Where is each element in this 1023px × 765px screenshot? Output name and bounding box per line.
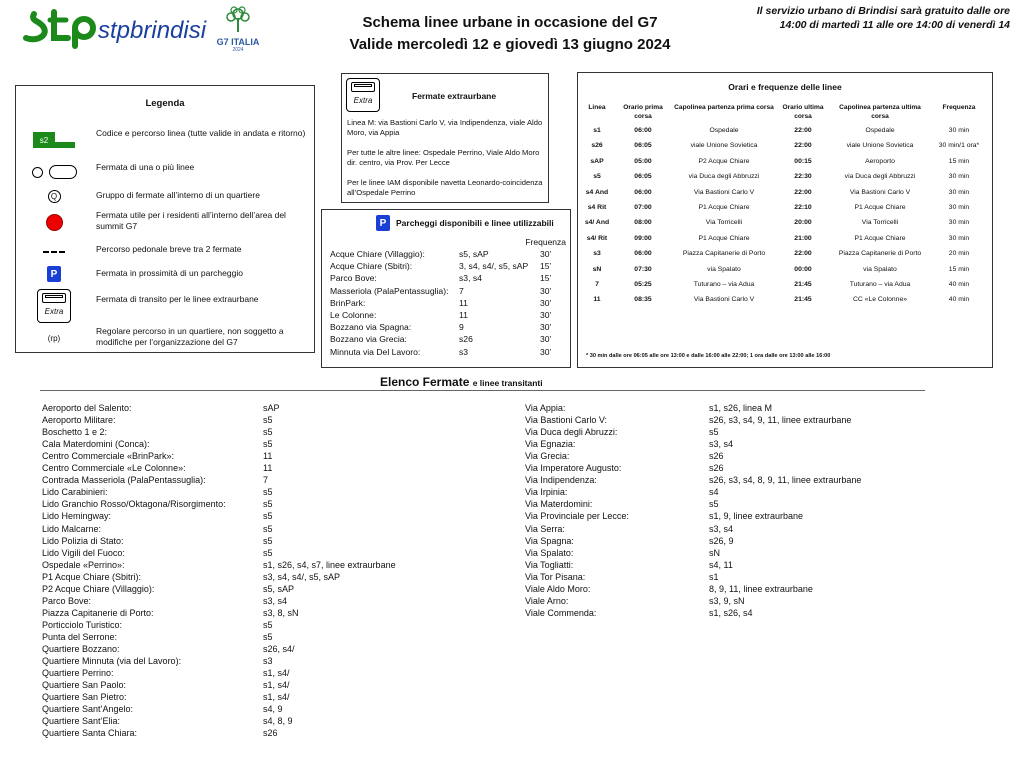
parking-lines: 3, s4, s4/, s5, sAP: [459, 261, 529, 272]
stop-name: Via Tor Pisana:: [525, 571, 586, 582]
legend-text: Fermata di transito per le linee extraurbane: [96, 294, 259, 304]
parking-icon: [24, 262, 84, 286]
stop-name: Via Indipendenza:: [525, 475, 597, 486]
red-dot-icon: [24, 210, 84, 234]
schedule-first-terminal: via Duca degli Abbruzzi: [688, 173, 760, 181]
schedule-last-terminal: P1 Acque Chiare: [854, 204, 906, 211]
schedule-line: 7: [595, 281, 599, 288]
stop-name: Via Spagna:: [525, 535, 574, 546]
schedule-first-terminal: Ospedale: [709, 127, 739, 134]
schedule-first-time: 06:05: [634, 142, 652, 150]
schedule-frequency: 30 min: [948, 219, 970, 227]
stop-name: Quartiere San Paolo:: [42, 680, 127, 691]
schedule-last-time: 00:15: [794, 157, 812, 165]
stop-name: Contrada Masseriola (PalaPentassuglia):: [42, 475, 206, 486]
schedule-last-time: 22:30: [794, 173, 812, 181]
schedule-first-terminal: Via Torricelli: [705, 219, 743, 227]
stop-name: Quartiere Perrino:: [42, 668, 114, 679]
schedule-last-terminal: viale Unione Sovietica: [846, 142, 914, 150]
bus-extra-icon: [346, 78, 380, 112]
schedule-row: [578, 234, 992, 244]
parking-title: Parcheggi disponibili e linee utilizzabili: [396, 218, 554, 228]
schedule-line: s4 Rit: [587, 204, 607, 211]
stop-lines: s5: [263, 439, 273, 450]
schedule-first-time: 06:00: [634, 127, 652, 134]
stop-name: Via Egnazia:: [525, 439, 576, 450]
parking-name: Acque Chiare (Sbitri):: [330, 261, 413, 272]
schedule-line: sN: [592, 265, 602, 273]
stop-lines: s5: [709, 499, 719, 510]
schedule-row: [578, 249, 992, 259]
legend-text: Gruppo di fermate all’interno di un quartiere: [96, 190, 260, 200]
parking-name: BrinPark:: [330, 297, 366, 308]
parking-row: [330, 272, 566, 284]
parking-freq: 30’: [540, 285, 552, 296]
schedule-line: s3: [593, 250, 601, 258]
stop-name: Cala Materdomini (Conca):: [42, 439, 150, 450]
schedule-last-terminal: Ospedale: [865, 127, 895, 134]
stop-lines: s26: [263, 728, 278, 739]
legend-item-route: [16, 128, 314, 152]
schedule-first-time: 06:00: [634, 250, 652, 258]
stop-name: Via Imperatore Augusto:: [525, 463, 622, 474]
schedule-line: 11: [593, 296, 601, 304]
stop-name: Quartiere Bozzano:: [42, 644, 120, 654]
legend-item-extra: [16, 288, 314, 324]
parking-lines: s5, sAP: [459, 249, 489, 259]
schedule-box: [577, 72, 993, 368]
parking-lines: 9: [459, 322, 464, 333]
schedule-title: Orari e frequenze delle linee: [728, 82, 842, 92]
schedule-last-terminal: Via Bastioni Carlo V: [849, 188, 911, 196]
schedule-row: [578, 157, 992, 167]
schedule-row: [578, 280, 992, 290]
schedule-frequency: 30 min: [948, 127, 970, 134]
g7-italia-logo: [212, 6, 264, 53]
stop-name: Via Serra:: [525, 523, 565, 534]
parking-row: [330, 248, 566, 260]
parking-freq: 30’: [540, 310, 552, 320]
schedule-row: [578, 188, 992, 198]
legend-box: [15, 85, 315, 353]
parking-freq: 30’: [540, 322, 552, 333]
schedule-header-last-time: Orario ultima corsa: [782, 104, 824, 120]
schedule-last-terminal: Aeroporto: [865, 157, 895, 165]
schedule-first-terminal: P1 Acque Chiare: [698, 204, 750, 211]
stops-divider: [40, 390, 925, 391]
parking-name: Le Colonne:: [330, 310, 377, 320]
schedule-first-time: 08:35: [634, 296, 652, 304]
stop-name: Viale Aldo Moro:: [525, 583, 591, 594]
stop-name: Lido Carabinieri:: [42, 487, 108, 498]
legend-item-summit: [16, 210, 314, 234]
stop-lines: s1, s4/: [263, 668, 290, 679]
parking-lines: 7: [459, 285, 464, 296]
parking-name: Parco Bove:: [330, 273, 377, 284]
stops-title-sub: e linee transitanti: [472, 378, 543, 388]
schedule-last-time: 22:10: [794, 204, 812, 211]
schedule-last-terminal: via Duca degli Abbruzzi: [844, 173, 916, 181]
schedule-frequency: 30 min/1 ora*: [938, 142, 980, 150]
free-service-notice: [740, 4, 1010, 32]
stop-lines: s5: [263, 415, 273, 426]
schedule-row: [578, 172, 992, 182]
parking-icon: P: [376, 215, 390, 231]
district-q-icon: [24, 184, 84, 208]
schedule-frequency: 20 min: [948, 250, 970, 258]
parking-badge: P: [47, 266, 61, 282]
stop-lines: s5: [263, 427, 273, 438]
stop-lines: s3, s4: [709, 439, 734, 450]
stop-lines: s5: [263, 631, 273, 642]
schedule-last-time: 21:00: [794, 234, 812, 242]
stop-lines: s1, s4/: [263, 680, 290, 691]
notice-line-2: 14:00 di martedì 11 alle ore 14:00 di venerdì 14: [779, 19, 1010, 31]
stop-lines: sN: [709, 547, 720, 558]
schedule-frequency: 15 min: [948, 265, 970, 273]
schedule-header-last-terminal: Capolinea partenza ultima corsa: [839, 104, 921, 120]
g7-logo-year: 2024: [232, 47, 244, 53]
schedule-header-frequency: Frequenza: [942, 104, 976, 111]
stop-name: Via Spalato:: [525, 547, 574, 558]
stop-lines: s4, 8, 9: [263, 716, 293, 727]
stop-name: Lido Vigili del Fuoco:: [42, 547, 125, 558]
schedule-frequency: 30 min: [948, 204, 970, 211]
stop-circle-icon: [24, 160, 84, 184]
schedule-line: s4/ And: [584, 219, 610, 227]
schedule-row: [578, 265, 992, 275]
schedule-row: [578, 203, 992, 213]
schedule-line: s4/ Rit: [586, 234, 608, 242]
extraurban-stops-box: [341, 73, 549, 203]
stop-name: Via Bastioni Carlo V:: [525, 415, 608, 426]
extraurban-other-lines: Per tutte le altre linee: Ospedale Perrino, Viale Aldo Moro dir. centro, via Prov. Per Lecce: [347, 148, 540, 167]
schedule-last-terminal: Piazza Capitanerie di Porto: [838, 250, 922, 258]
stop-lines: s1, 9, linee extraurbane: [709, 511, 804, 522]
schedule-frequency: 40 min: [948, 281, 970, 288]
stop-lines: s26, s3, s4, 9, 11, linee extraurbane: [709, 415, 852, 426]
schedule-first-time: 06:00: [634, 188, 652, 196]
schedule-first-time: 07:30: [634, 265, 652, 273]
stop-name: Viale Arno:: [525, 595, 569, 606]
stops-list-title: [380, 375, 543, 389]
stop-name: Via Appia:: [525, 403, 566, 413]
parking-lines: 11: [459, 297, 468, 308]
stop-name: Lido Hemingway:: [42, 511, 112, 522]
schedule-line: s26: [591, 142, 603, 150]
schedule-row: [578, 141, 992, 151]
stop-lines: s5: [263, 535, 273, 546]
stop-lines: s5: [263, 547, 273, 558]
stop-lines: s26: [709, 463, 724, 474]
stop-lines: s1, s4/: [263, 692, 290, 703]
stop-name: Centro Commerciale «BrinPark»:: [42, 451, 175, 462]
legend-item-district: [16, 184, 314, 208]
stop-name: Ospedale «Perrino»:: [42, 559, 125, 570]
extraurban-line-m: Linea M: via Bastioni Carlo V, via Indipendenza, viale Aldo Moro, via Appia: [347, 118, 543, 137]
notice-line-1: Il servizio urbano di Brindisi sarà gratuito dalle ore: [756, 5, 1010, 17]
stop-name: Boschetto 1 e 2:: [42, 427, 108, 438]
stop-name: Aeroporto del Salento:: [42, 403, 132, 413]
legend-text: Fermata di una o più linee: [96, 162, 195, 172]
schedule-first-time: 09:00: [634, 234, 652, 242]
schedule-first-terminal: P2 Acque Chiare: [698, 157, 750, 165]
title-line-2: Valide mercoledì 12 e giovedì 13 giugno 2024: [349, 36, 671, 53]
stop-lines: s4: [709, 487, 719, 498]
parking-lines: s3: [459, 346, 469, 357]
stop-name: Quartiere San Pietro:: [42, 692, 127, 703]
stop-name: Quartiere Sant’Elia:: [42, 716, 121, 727]
schedule-last-time: 20:00: [794, 219, 812, 227]
g7-logo-text: G7 ITALIA: [216, 37, 260, 47]
legend-text: Regolare percorso in un quartiere, non soggetto a modifiche per l’organizzazione del G7: [96, 326, 284, 347]
stop-name: Via Irpinia:: [525, 487, 568, 498]
stop-lines: s26, s4/: [263, 644, 295, 654]
stop-lines: s3, 9, sN: [709, 595, 745, 606]
stop-lines: s3, s4: [709, 523, 734, 534]
parking-freq: 15’: [540, 273, 552, 284]
stop-name: Piazza Capitanerie di Porto:: [42, 607, 154, 618]
parking-row: [330, 321, 566, 333]
page-title: [320, 12, 700, 56]
extra-badge: Extra: [44, 307, 64, 316]
stop-name: Punta del Serrone:: [42, 631, 118, 642]
schedule-frequency: 30 min: [948, 173, 970, 181]
stop-name: P2 Acque Chiare (Villaggio):: [42, 583, 155, 594]
route-badge: s2: [33, 132, 55, 148]
schedule-first-time: 08:00: [634, 219, 652, 227]
parking-name: Bozzano via Grecia:: [330, 334, 407, 345]
stop-lines: sAP: [263, 403, 280, 413]
stop-lines: 11: [263, 463, 273, 474]
stop-name: Lido Malcarne:: [42, 523, 102, 534]
parking-name: Acque Chiare (Villaggio):: [330, 249, 425, 259]
schedule-row: [578, 218, 992, 228]
parking-row: [330, 333, 566, 345]
schedule-header-first-terminal: Capolinea partenza prima corsa: [674, 104, 774, 111]
stop-name: Quartiere Sant’Angelo:: [42, 704, 134, 715]
stop-lines: s5: [263, 487, 273, 498]
schedule-first-time: 07:00: [634, 204, 652, 211]
schedule-last-time: 22:00: [794, 188, 812, 196]
legend-text: Codice e percorso linea (tutte valide in andata e ritorno): [96, 128, 306, 138]
schedule-row: [578, 295, 992, 305]
schedule-line: s4 And: [585, 188, 609, 196]
schedule-line: s5: [593, 173, 601, 181]
schedule-frequency: 30 min: [948, 234, 970, 242]
extraurban-iam: Per le linee IAM disponibile navetta Leonardo-coincidenza all’Ospedale Perrino: [347, 178, 543, 197]
stop-lines: s26, s3, s4, 8, 9, 11, linee extraurbane: [709, 475, 862, 486]
schedule-last-time: 22:00: [794, 127, 812, 134]
schedule-last-terminal: Tuturano – via Adua: [849, 281, 911, 288]
stop-lines: s5: [263, 511, 273, 522]
dashed-line-icon: [24, 240, 84, 264]
parking-name: Bozzano via Spagna:: [330, 322, 412, 333]
stop-lines: s26, 9: [709, 535, 734, 546]
schedule-first-terminal: Via Bastioni Carlo V: [693, 188, 755, 196]
stop-name: Aeroporto Militare:: [42, 415, 116, 426]
stop-lines: s5, sAP: [263, 583, 295, 594]
stop-name: Parco Bove:: [42, 595, 92, 606]
stop-lines: s4, 11: [709, 559, 733, 570]
stop-lines: s4, 9: [263, 704, 283, 715]
stop-lines: s5: [263, 499, 273, 510]
stop-lines: s3, s4: [263, 595, 288, 606]
stop-lines: s3: [263, 656, 273, 667]
stop-lines: s1, s26, s4: [709, 607, 753, 618]
stop-lines: s5: [709, 427, 719, 438]
parking-lines: s26: [459, 334, 473, 345]
parking-row: [330, 297, 566, 309]
schedule-line: s1: [593, 127, 601, 134]
stop-name: Via Materdomini:: [525, 499, 593, 510]
parking-freq: 15’: [540, 261, 552, 272]
extra-badge: Extra: [353, 96, 373, 105]
parking-freq: 30’: [540, 334, 552, 345]
schedule-last-time: 21:45: [794, 296, 812, 304]
schedule-first-terminal: via Spalato: [707, 265, 741, 273]
parking-freq: 30’: [540, 297, 552, 308]
legend-title: Legenda: [145, 98, 185, 109]
parking-freq-header: Frequenza: [525, 237, 566, 247]
schedule-frequency: 40 min: [948, 296, 970, 304]
title-line-1: Schema linee urbane in occasione del G7: [362, 14, 658, 31]
schedule-first-terminal: Tuturano – via Adua: [693, 281, 755, 288]
stop-lines: s1, s26, linea M: [709, 403, 773, 413]
schedule-last-time: 22:00: [794, 142, 812, 150]
legend-item-rp: [16, 326, 314, 350]
schedule-frequency: 15 min: [948, 157, 970, 165]
legend-text: Fermata in prossimità di un parcheggio: [96, 268, 243, 278]
parking-box: [321, 209, 571, 368]
schedule-last-time: 22:00: [794, 250, 812, 258]
schedule-last-time: 21:45: [794, 281, 812, 288]
parking-row: [330, 309, 566, 321]
stop-name: Via Grecia:: [525, 451, 570, 462]
rp-badge: (rp): [47, 333, 61, 343]
parking-row: [330, 346, 566, 358]
parking-row: [330, 260, 566, 272]
stp-brindisi-logo: [22, 8, 207, 48]
stop-name: Lido Granchio Rosso/Oktagona/Risorgimento:: [42, 499, 226, 510]
stop-lines: s3, s4, s4/, s5, sAP: [263, 571, 341, 582]
g7-tree-icon: [223, 6, 253, 32]
stop-name: Lido Polizia di Stato:: [42, 535, 124, 546]
parking-row: [330, 285, 566, 297]
schedule-header-first-time: Orario prima corsa: [623, 104, 663, 120]
legend-item-parking: [16, 262, 314, 286]
schedule-last-terminal: via Spalato: [863, 265, 897, 273]
schedule-last-terminal: CC «Le Colonne»: [852, 296, 908, 304]
parking-name: Masseriola (PalaPentassuglia):: [330, 285, 449, 296]
stp-logo-wordmark: stpbrindisi: [98, 17, 207, 44]
stop-lines: 7: [263, 475, 269, 486]
parking-freq: 30’: [540, 346, 552, 357]
schedule-line: sAP: [590, 157, 604, 165]
stop-name: P1 Acque Chiare (Sbitri):: [42, 571, 142, 582]
schedule-last-terminal: Via Torricelli: [861, 219, 899, 227]
stop-lines: 8, 9, 11, linee extraurbane: [709, 583, 813, 594]
legend-item-walk: [16, 240, 314, 264]
stop-name: Via Togliatti:: [525, 559, 574, 570]
district-badge: Q: [48, 190, 61, 203]
stop-lines: s1, s26, s4, s7, linee extraurbane: [263, 559, 396, 570]
parking-lines: s3, s4: [459, 273, 482, 284]
stop-lines: s1: [709, 571, 719, 582]
stop-name: Porticciolo Turistico:: [42, 619, 123, 630]
parking-lines: 11: [459, 310, 468, 320]
rp-symbol: [24, 326, 84, 350]
schedule-row: [578, 126, 992, 136]
extraurban-title: Fermate extraurbane: [412, 91, 497, 101]
schedule-frequency: 30 min: [948, 188, 970, 196]
schedule-header-line: Linea: [588, 104, 606, 111]
stop-name: Via Duca degli Abruzzi:: [525, 427, 618, 438]
schedule-first-time: 05:25: [634, 281, 652, 288]
schedule-footnote: * 30 min dalle ore 06:05 alle ore 13:00 e dalle 16:00 alle 22:00; 1 ora dalle ore 13:00 alle 16:00: [586, 353, 831, 359]
schedule-last-time: 00:00: [794, 265, 812, 273]
route-badge-icon: [24, 128, 84, 152]
stop-lines: s3, 8, sN: [263, 607, 299, 618]
parking-name: Minnuta via Del Lavoro:: [330, 346, 421, 357]
schedule-first-time: 06:05: [634, 173, 652, 181]
stop-name: Quartiere Santa Chiara:: [42, 728, 138, 739]
schedule-first-time: 05:00: [634, 157, 652, 165]
stop-lines: s26: [709, 451, 724, 462]
stop-lines: 11: [263, 451, 273, 462]
stop-name: Via Provinciale per Lecce:: [525, 511, 629, 522]
stop-name: Quartiere Minnuta (via del Lavoro):: [42, 656, 182, 667]
parking-freq: 30’: [540, 249, 552, 259]
schedule-first-terminal: P1 Acque Chiare: [698, 234, 750, 242]
bus-extra-icon: [24, 288, 84, 324]
stop-lines: s5: [263, 619, 273, 630]
stop-lines: s5: [263, 523, 273, 534]
schedule-first-terminal: Piazza Capitanerie di Porto: [682, 250, 766, 258]
stop-name: Viale Commenda:: [525, 607, 597, 618]
legend-item-stop: [16, 160, 314, 184]
schedule-last-terminal: P1 Acque Chiare: [854, 234, 906, 242]
stop-name: Centro Commerciale «Le Colonne»:: [42, 463, 186, 474]
schedule-first-terminal: Via Bastioni Carlo V: [693, 296, 755, 304]
stops-title-main: Elenco Fermate: [380, 375, 470, 389]
legend-text: Percorso pedonale breve tra 2 fermate: [96, 244, 242, 254]
legend-text: Fermata utile per i residenti all’interno dell’area del summit G7: [96, 210, 286, 231]
schedule-first-terminal: viale Unione Sovietica: [690, 142, 758, 150]
